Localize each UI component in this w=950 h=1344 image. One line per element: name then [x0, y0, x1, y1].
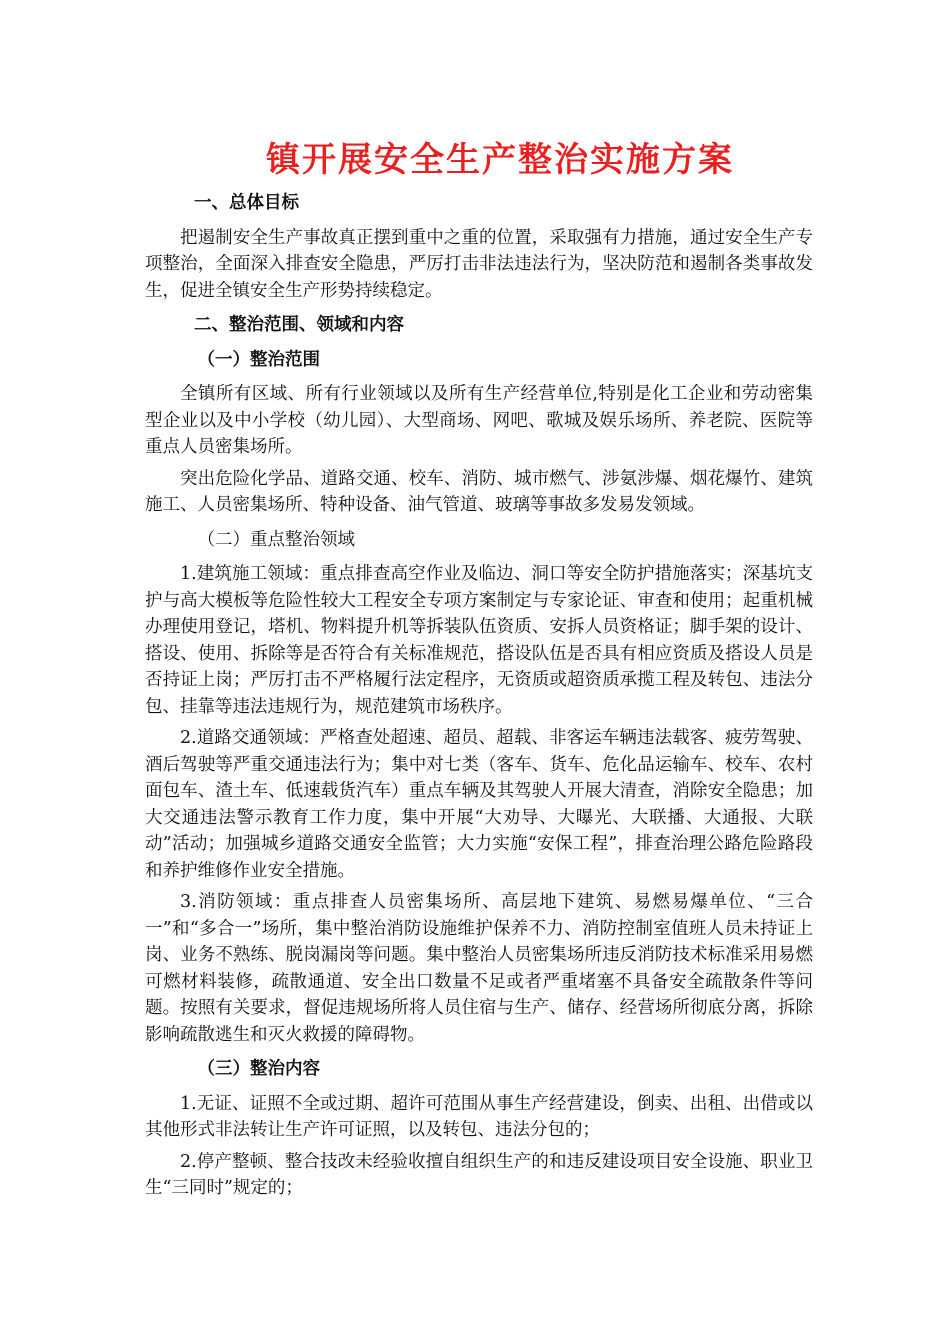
paragraph-road-traffic: 2.道路交通领域：严格查处超速、超员、超载、非客运车辆违法载客、疲劳驾驶、酒后驾驶等严重交通违法行为；集中对七类（客车、货车、危化品运输车、校车、农村面包车、渣土车、低速载货汽车）重点车辆及其驾驶人开展大清查，消除安全隐患；加大交通违法警示教育工作力度，集中开展“大劝导、大曝光、大联播、大通报、大联动”活动；加强城乡道路交通安全监管；大力实施“安保工程”，排查治理公路危险路段和养护维修作业安全措施。: [145, 728, 813, 881]
document-title: 镇开展安全生产整治实施方案: [266, 140, 734, 180]
paragraph-overall-goal: 把遏制安全生产事故真正摆到重中之重的位置，采取强有力措施，通过安全生产专项整治，全面深入排查安全隐患，严厉打击非法违法行为，坚决防范和遏制各类事故发生，促进全镇安全生产形势持续稳定。: [145, 227, 813, 301]
document-body: [145, 190, 813, 1207]
subheading-scope: （一）整治范围: [197, 349, 320, 370]
paragraph-construction: 1.建筑施工领域：重点排查高空作业及临边、洞口等安全防护措施落实；深基坑支护与高大模板等危险性较大工程安全专项方案制定与专家论证、审查和使用；起重机械办理使用登记，塔机、物料提升机等拆装队伍资质、安拆人员资格证；脚手架的设计、搭设、使用、拆除等是否符合有关标准规范，搭设队伍是否具有相应资质及搭设人员是否持证上岗；严厉打击不严格履行法定程序，无资质或超资质承揽工程及转包、违法分包、挂靠等违法违规行为，规范建筑市场秩序。: [145, 564, 813, 717]
paragraph-scope-fields: 突出危险化学品、道路交通、校车、消防、城市燃气、涉氨涉爆、烟花爆竹、建筑施工、人员密集场所、特种设备、油气管道、玻璃等事故多发易发领域。: [145, 468, 813, 515]
section-heading-overall-goal: 一、总体目标: [194, 193, 299, 213]
paragraph-content-item-1: 1.无证、证照不全或过期、超许可范围从事生产经营建设，倒卖、出租、出借或以其他形式非法转让生产许可证照，以及转包、违法分包的；: [145, 1093, 813, 1140]
subheading-content: （三）整治内容: [197, 1059, 320, 1079]
paragraph-fire-safety: 3.消防领域：重点排查人员密集场所、高层地下建筑、易燃易爆单位、“三合一”和“多合一”场所，集中整治消防设施维护保养不力、消防控制室值班人员未持证上岗、业务不熟练、脱岗漏岗等问题。集中整治人员密集场所违反消防技术标准采用易燃可燃材料装修，疏散通道、安全出口数量不足或者严重堵塞不具备安全疏散条件等问题。按照有关要求，督促违规场所将人员住宿与生产、储存、经营场所彻底分离，拆除影响疏散逃生和灭火救援的障碍物。: [145, 892, 813, 1045]
section-heading-scope: 二、整治范围、领域和内容: [194, 315, 404, 335]
paragraph-content-item-2: 2.停产整顿、整合技改未经验收擅自组织生产的和违反建设项目安全设施、职业卫生“三同时”规定的；: [145, 1151, 813, 1198]
paragraph-scope-units: 全镇所有区域、所有行业领域以及所有生产经营单位,特别是化工企业和劳动密集型企业以及中小学校（幼儿园）、大型商场、网吧、歌城及娱乐场所、养老院、医院等重点人员密集场所。: [145, 384, 813, 457]
subheading-key-fields: （二）重点整治领域: [197, 529, 355, 550]
